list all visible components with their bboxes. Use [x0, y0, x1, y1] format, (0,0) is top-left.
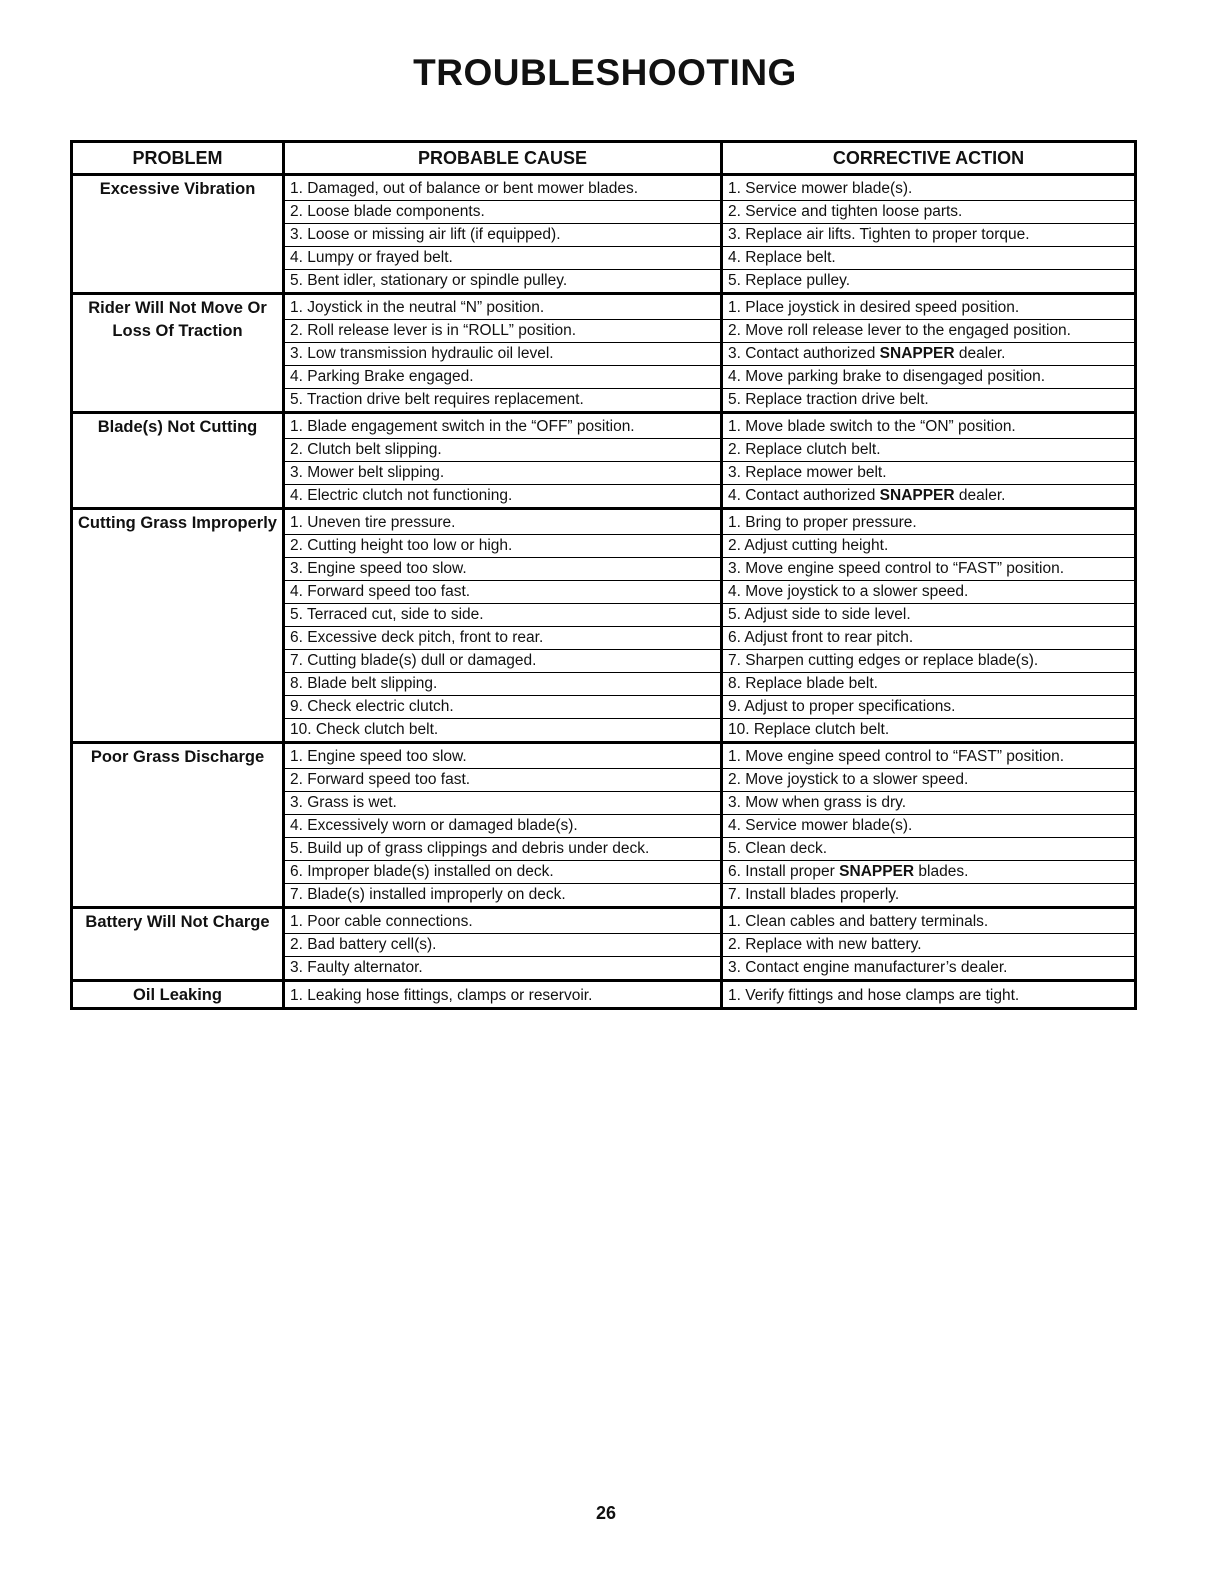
- probable-cause-cell: 3. Low transmission hydraulic oil level.: [284, 343, 722, 366]
- corrective-action-cell: 3. Replace air lifts. Tighten to proper torque.: [722, 224, 1136, 247]
- probable-cause-cell: 9. Check electric clutch.: [284, 696, 722, 719]
- probable-cause-cell: 2. Cutting height too low or high.: [284, 535, 722, 558]
- corrective-action-cell: 3. Move engine speed control to “FAST” position.: [722, 558, 1136, 581]
- probable-cause-cell: 2. Loose blade components.: [284, 201, 722, 224]
- corrective-action-cell: 3. Contact authorized SNAPPER dealer.: [722, 343, 1136, 366]
- corrective-action-cell: 5. Replace pulley.: [722, 270, 1136, 294]
- corrective-action-cell: 8. Replace blade belt.: [722, 673, 1136, 696]
- probable-cause-cell: 5. Terraced cut, side to side.: [284, 604, 722, 627]
- corrective-action-cell: 3. Replace mower belt.: [722, 462, 1136, 485]
- problem-cell: Blade(s) Not Cutting: [72, 413, 284, 509]
- probable-cause-cell: 2. Forward speed too fast.: [284, 769, 722, 792]
- probable-cause-cell: 4. Lumpy or frayed belt.: [284, 247, 722, 270]
- page-number: 26: [595, 1503, 617, 1523]
- corrective-action-cell: 1. Bring to proper pressure.: [722, 509, 1136, 535]
- corrective-action-cell: 5. Clean deck.: [722, 838, 1136, 861]
- probable-cause-cell: 4. Forward speed too fast.: [284, 581, 722, 604]
- header-corrective-action: CORRECTIVE ACTION: [722, 142, 1136, 175]
- brand-name: SNAPPER: [879, 487, 955, 504]
- brand-name: SNAPPER: [879, 345, 955, 362]
- page-title: TROUBLESHOOTING: [413, 52, 797, 93]
- table-row: [72, 743, 1136, 769]
- corrective-action-cell: 1. Service mower blade(s).: [722, 175, 1136, 201]
- problem-cell: Cutting Grass Improperly: [72, 509, 284, 743]
- table-row: [72, 413, 1136, 439]
- problem-cell: Excessive Vibration: [72, 175, 284, 294]
- troubleshooting-table: [70, 140, 1137, 1010]
- corrective-action-cell: 2. Replace clutch belt.: [722, 439, 1136, 462]
- corrective-action-cell: 5. Adjust side to side level.: [722, 604, 1136, 627]
- problem-cell: Oil Leaking: [72, 981, 284, 1009]
- corrective-action-cell: 9. Adjust to proper specifications.: [722, 696, 1136, 719]
- probable-cause-cell: 3. Mower belt slipping.: [284, 462, 722, 485]
- probable-cause-cell: 1. Engine speed too slow.: [284, 743, 722, 769]
- table-row: [72, 294, 1136, 320]
- header-row: [72, 142, 1136, 175]
- table-row: [72, 908, 1136, 934]
- probable-cause-cell: 1. Uneven tire pressure.: [284, 509, 722, 535]
- problem-cell: Poor Grass Discharge: [72, 743, 284, 908]
- header-problem: PROBLEM: [72, 142, 284, 175]
- probable-cause-cell: 1. Joystick in the neutral “N” position.: [284, 294, 722, 320]
- table-row: [72, 509, 1136, 535]
- corrective-action-cell: 2. Replace with new battery.: [722, 934, 1136, 957]
- probable-cause-cell: 2. Roll release lever is in “ROLL” position.: [284, 320, 722, 343]
- probable-cause-cell: 2. Clutch belt slipping.: [284, 439, 722, 462]
- corrective-action-cell: 4. Service mower blade(s).: [722, 815, 1136, 838]
- problem-cell: Rider Will Not Move Or Loss Of Traction: [72, 294, 284, 413]
- corrective-action-cell: 3. Mow when grass is dry.: [722, 792, 1136, 815]
- probable-cause-cell: 5. Build up of grass clippings and debris under deck.: [284, 838, 722, 861]
- probable-cause-cell: 5. Bent idler, stationary or spindle pulley.: [284, 270, 722, 294]
- corrective-action-cell: 4. Contact authorized SNAPPER dealer.: [722, 485, 1136, 509]
- corrective-action-cell: 4. Replace belt.: [722, 247, 1136, 270]
- probable-cause-cell: 6. Excessive deck pitch, front to rear.: [284, 627, 722, 650]
- corrective-action-cell: 1. Move engine speed control to “FAST” position.: [722, 743, 1136, 769]
- corrective-action-cell: 2. Move joystick to a slower speed.: [722, 769, 1136, 792]
- probable-cause-cell: 5. Traction drive belt requires replacement.: [284, 389, 722, 413]
- problem-cell: Battery Will Not Charge: [72, 908, 284, 981]
- probable-cause-cell: 4. Electric clutch not functioning.: [284, 485, 722, 509]
- probable-cause-cell: 4. Excessively worn or damaged blade(s).: [284, 815, 722, 838]
- corrective-action-cell: 3. Contact engine manufacturer’s dealer.: [722, 957, 1136, 981]
- corrective-action-cell: 1. Verify fittings and hose clamps are tight.: [722, 981, 1136, 1009]
- probable-cause-cell: 1. Leaking hose fittings, clamps or reservoir.: [284, 981, 722, 1009]
- corrective-action-cell: 4. Move joystick to a slower speed.: [722, 581, 1136, 604]
- probable-cause-cell: 6. Improper blade(s) installed on deck.: [284, 861, 722, 884]
- corrective-action-cell: 7. Install blades properly.: [722, 884, 1136, 908]
- probable-cause-cell: 7. Blade(s) installed improperly on deck.: [284, 884, 722, 908]
- table-row: [72, 175, 1136, 201]
- probable-cause-cell: 8. Blade belt slipping.: [284, 673, 722, 696]
- probable-cause-cell: 3. Engine speed too slow.: [284, 558, 722, 581]
- corrective-action-cell: 1. Move blade switch to the “ON” position.: [722, 413, 1136, 439]
- corrective-action-cell: 10. Replace clutch belt.: [722, 719, 1136, 743]
- table-body: [72, 175, 1136, 1009]
- corrective-action-cell: 6. Adjust front to rear pitch.: [722, 627, 1136, 650]
- probable-cause-cell: 3. Loose or missing air lift (if equipped).: [284, 224, 722, 247]
- probable-cause-cell: 1. Poor cable connections.: [284, 908, 722, 934]
- probable-cause-cell: 1. Damaged, out of balance or bent mower blades.: [284, 175, 722, 201]
- corrective-action-cell: 7. Sharpen cutting edges or replace blade(s).: [722, 650, 1136, 673]
- probable-cause-cell: 10. Check clutch belt.: [284, 719, 722, 743]
- corrective-action-cell: 1. Clean cables and battery terminals.: [722, 908, 1136, 934]
- probable-cause-cell: 1. Blade engagement switch in the “OFF” position.: [284, 413, 722, 439]
- probable-cause-cell: 4. Parking Brake engaged.: [284, 366, 722, 389]
- corrective-action-cell: 2. Service and tighten loose parts.: [722, 201, 1136, 224]
- corrective-action-cell: 2. Move roll release lever to the engaged position.: [722, 320, 1136, 343]
- header-probable-cause: PROBABLE CAUSE: [284, 142, 722, 175]
- corrective-action-cell: 5. Replace traction drive belt.: [722, 389, 1136, 413]
- corrective-action-cell: 6. Install proper SNAPPER blades.: [722, 861, 1136, 884]
- probable-cause-cell: 3. Faulty alternator.: [284, 957, 722, 981]
- probable-cause-cell: 3. Grass is wet.: [284, 792, 722, 815]
- corrective-action-cell: 2. Adjust cutting height.: [722, 535, 1136, 558]
- table-row: [72, 981, 1136, 1009]
- corrective-action-cell: 1. Place joystick in desired speed position.: [722, 294, 1136, 320]
- probable-cause-cell: 7. Cutting blade(s) dull or damaged.: [284, 650, 722, 673]
- brand-name: SNAPPER: [839, 863, 915, 880]
- probable-cause-cell: 2. Bad battery cell(s).: [284, 934, 722, 957]
- corrective-action-cell: 4. Move parking brake to disengaged position.: [722, 366, 1136, 389]
